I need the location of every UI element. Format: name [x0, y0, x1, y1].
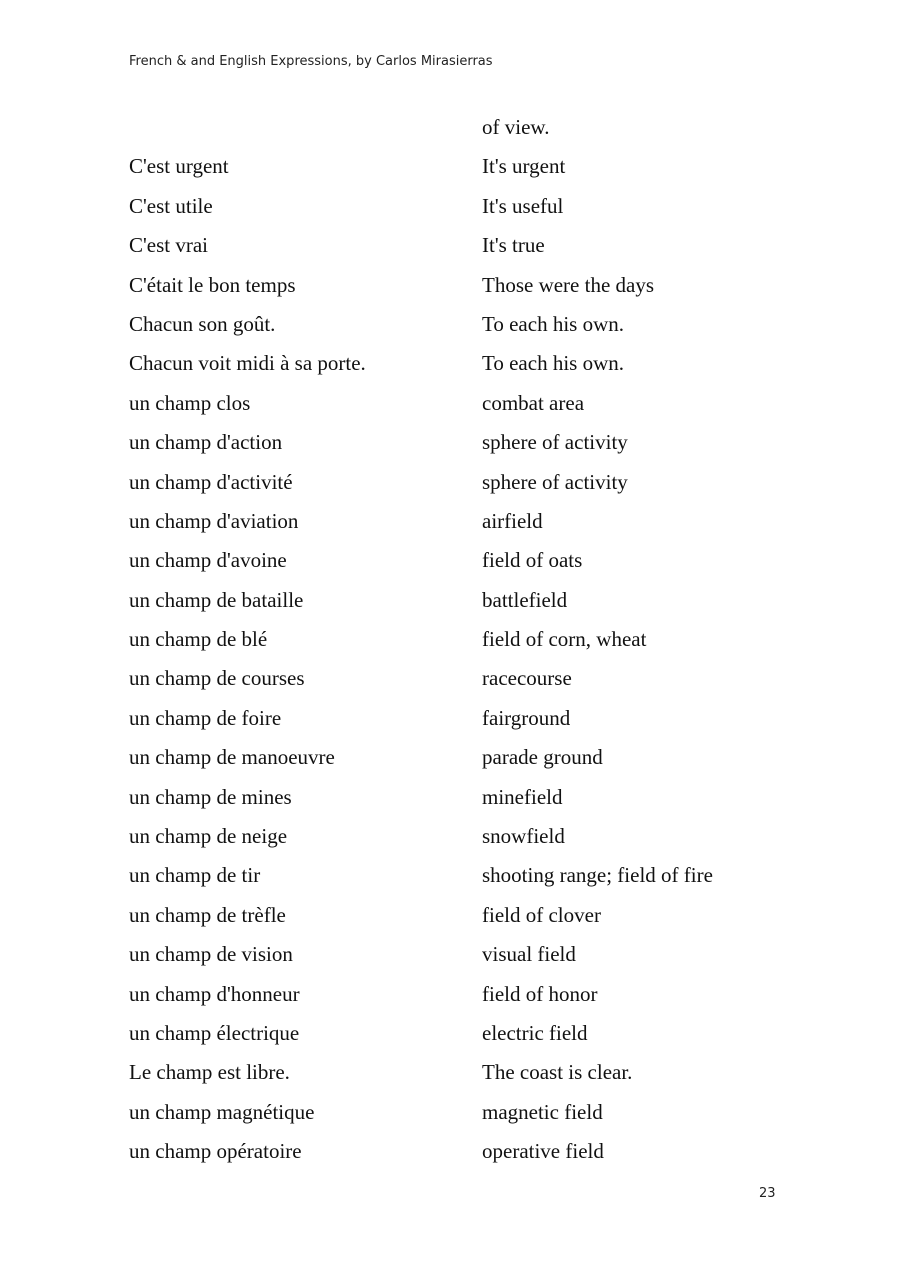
expression-row: [129, 266, 809, 305]
french-expression: [129, 108, 482, 147]
expression-row: [129, 1132, 809, 1171]
english-translation: shooting range; field of fire: [482, 863, 713, 888]
expression-row: [129, 502, 809, 541]
french-expression: un champ de tir: [129, 863, 261, 888]
french-expression: un champ magnétique: [129, 1099, 315, 1124]
expression-row: [129, 975, 809, 1014]
french-expression: un champ de mines: [129, 784, 292, 809]
expression-row: [129, 463, 809, 502]
expression-row: [129, 344, 809, 383]
french-expression: un champ de vision: [129, 942, 293, 967]
english-translation: magnetic field: [482, 1099, 603, 1124]
french-expression: un champ de courses: [129, 666, 305, 691]
english-translation: It's urgent: [482, 154, 566, 179]
english-translation: Those were the days: [482, 272, 655, 297]
english-translation: minefield: [482, 784, 563, 809]
english-translation: sphere of activity: [482, 469, 628, 494]
french-expression: un champ d'activité: [129, 469, 293, 494]
french-expression: C'était le bon temps: [129, 272, 296, 297]
french-expression: C'est utile: [129, 193, 213, 218]
expression-row: [129, 1053, 809, 1092]
french-expression: un champ clos: [129, 390, 251, 415]
french-expression: un champ de neige: [129, 824, 288, 849]
french-expression: un champ d'avoine: [129, 548, 287, 573]
expression-row: [129, 187, 809, 226]
english-translation: field of honor: [482, 981, 598, 1006]
english-translation: fairground: [482, 705, 571, 730]
expression-row: [129, 581, 809, 620]
french-expression: un champ de trèfle: [129, 902, 286, 927]
french-expression: un champ d'action: [129, 430, 283, 455]
english-translation: electric field: [482, 1020, 588, 1045]
expression-row: [129, 1093, 809, 1132]
english-translation: snowfield: [482, 824, 565, 849]
expression-row: [129, 423, 809, 462]
expression-row: [129, 541, 809, 580]
english-translation: It's true: [482, 233, 545, 258]
expression-row: [129, 1014, 809, 1053]
expression-row: [129, 699, 809, 738]
english-translation: To each his own.: [482, 311, 624, 336]
french-expression: Chacun voit midi à sa porte.: [129, 351, 366, 376]
english-translation: To each his own.: [482, 351, 624, 376]
english-translation: parade ground: [482, 745, 603, 770]
expressions-list: [129, 108, 809, 1172]
english-translation: sphere of activity: [482, 430, 628, 455]
english-translation: It's useful: [482, 193, 564, 218]
french-expression: un champ de blé: [129, 627, 268, 652]
french-expression: Le champ est libre.: [129, 1060, 290, 1085]
english-translation: racecourse: [482, 666, 572, 691]
english-translation: field of clover: [482, 902, 601, 927]
expression-row: [129, 659, 809, 698]
english-translation: combat area: [482, 390, 585, 415]
english-translation: battlefield: [482, 587, 568, 612]
french-expression: un champ de manoeuvre: [129, 745, 335, 770]
french-expression: un champ de foire: [129, 705, 282, 730]
expression-row: [129, 305, 809, 344]
french-expression: Chacun son goût.: [129, 311, 276, 336]
english-translation: field of oats: [482, 548, 583, 573]
english-translation: The coast is clear.: [482, 1060, 633, 1085]
expression-row: [129, 896, 809, 935]
english-translation: visual field: [482, 942, 576, 967]
french-expression: C'est vrai: [129, 233, 209, 258]
expression-row: [129, 778, 809, 817]
expression-row: [129, 147, 809, 186]
expression-row: [129, 935, 809, 974]
expression-row: [129, 108, 809, 147]
english-translation: field of corn, wheat: [482, 627, 647, 652]
expression-row: [129, 384, 809, 423]
french-expression: un champ opératoire: [129, 1139, 302, 1164]
english-translation: of view.: [482, 115, 550, 139]
expression-row: [129, 738, 809, 777]
french-expression: un champ d'honneur: [129, 981, 300, 1006]
french-expression: C'est urgent: [129, 154, 229, 179]
english-translation: airfield: [482, 508, 543, 533]
english-translation: operative field: [482, 1139, 604, 1164]
french-expression: un champ électrique: [129, 1020, 300, 1045]
french-expression: un champ d'aviation: [129, 508, 299, 533]
expression-row: [129, 856, 809, 895]
french-expression: un champ de bataille: [129, 587, 304, 612]
page-number: 23: [759, 1186, 776, 1201]
expression-row: [129, 226, 809, 265]
running-header: French & and English Expressions, by Carlos Mirasierras: [129, 54, 493, 69]
expression-row: [129, 817, 809, 856]
expression-row: [129, 620, 809, 659]
